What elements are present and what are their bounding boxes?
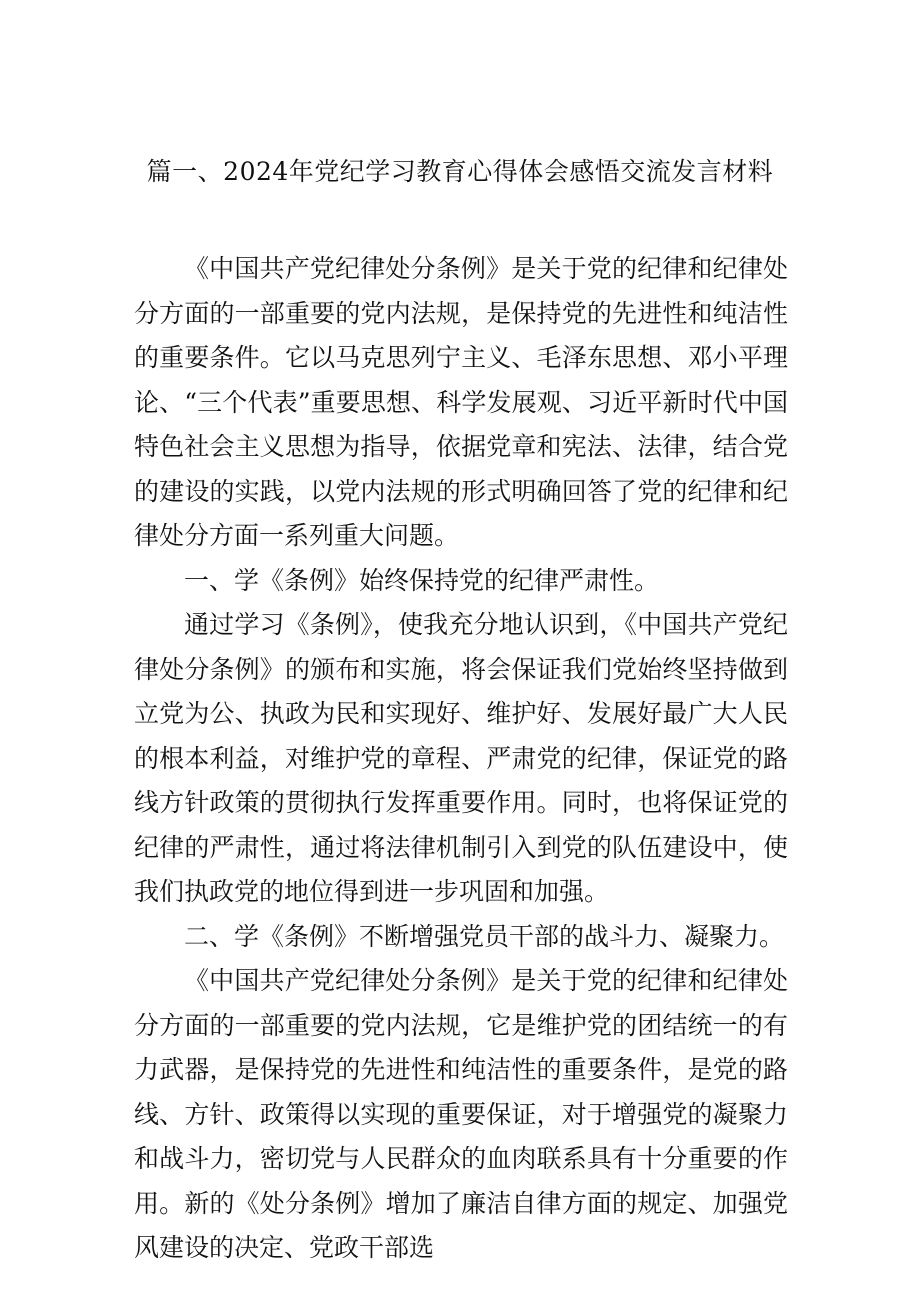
document-title: 篇一、2024年党纪学习教育心得体会感悟交流发言材料 (146, 157, 774, 186)
section-heading-2: 二、学《条例》不断增强党员干部的战斗力、凝聚力。 (184, 921, 785, 951)
section-heading-1: 一、学《条例》始终保持党的纪律严肃性。 (184, 565, 660, 595)
document-body (134, 247, 788, 1271)
paragraph-section-2: 《中国共产党纪律处分条例》是关于党的纪律和纪律处分方面的一部重要的党内法规，它是维护党的团结统一的有力武器，是保持党的先进性和纯洁性的重要条件，是党的路线、方针、政策得以实现的重要保证，对于增强党的凝聚力和战斗力，密切党与人民群众的血肉联系具有十分重要的作用。新的《处分条例》增加了廉洁自律方面的规定、加强党风建设的决定、党政干部选 (134, 966, 788, 1262)
paragraph-section-1: 通过学习《条例》，使我充分地认识到，《中国共产党纪律处分条例》的颁布和实施，将会保证我们党始终坚持做到立党为公、执政为民和实现好、维护好、发展好最广大人民的根本利益，对维护党的章程、严肃党的纪律，保证党的路线方针政策的贯彻执行发挥重要作用。同时，也将保证党的纪律的严肃性，通过将法律机制引入到党的队伍建设中，使我们执政党的地位得到进一步巩固和加强。 (134, 610, 788, 906)
paragraph-intro: 《中国共产党纪律处分条例》是关于党的纪律和纪律处分方面的一部重要的党内法规，是保持党的先进性和纯洁性的重要条件。它以马克思列宁主义、毛泽东思想、邓小平理论、“三个代表”重要思想、科学发展观、习近平新时代中国特色社会主义思想为指导，依据党章和宪法、法律，结合党的建设的实践，以党内法规的形式明确回答了党的纪律和纪律处分方面一系列重大问题。 (134, 254, 788, 550)
